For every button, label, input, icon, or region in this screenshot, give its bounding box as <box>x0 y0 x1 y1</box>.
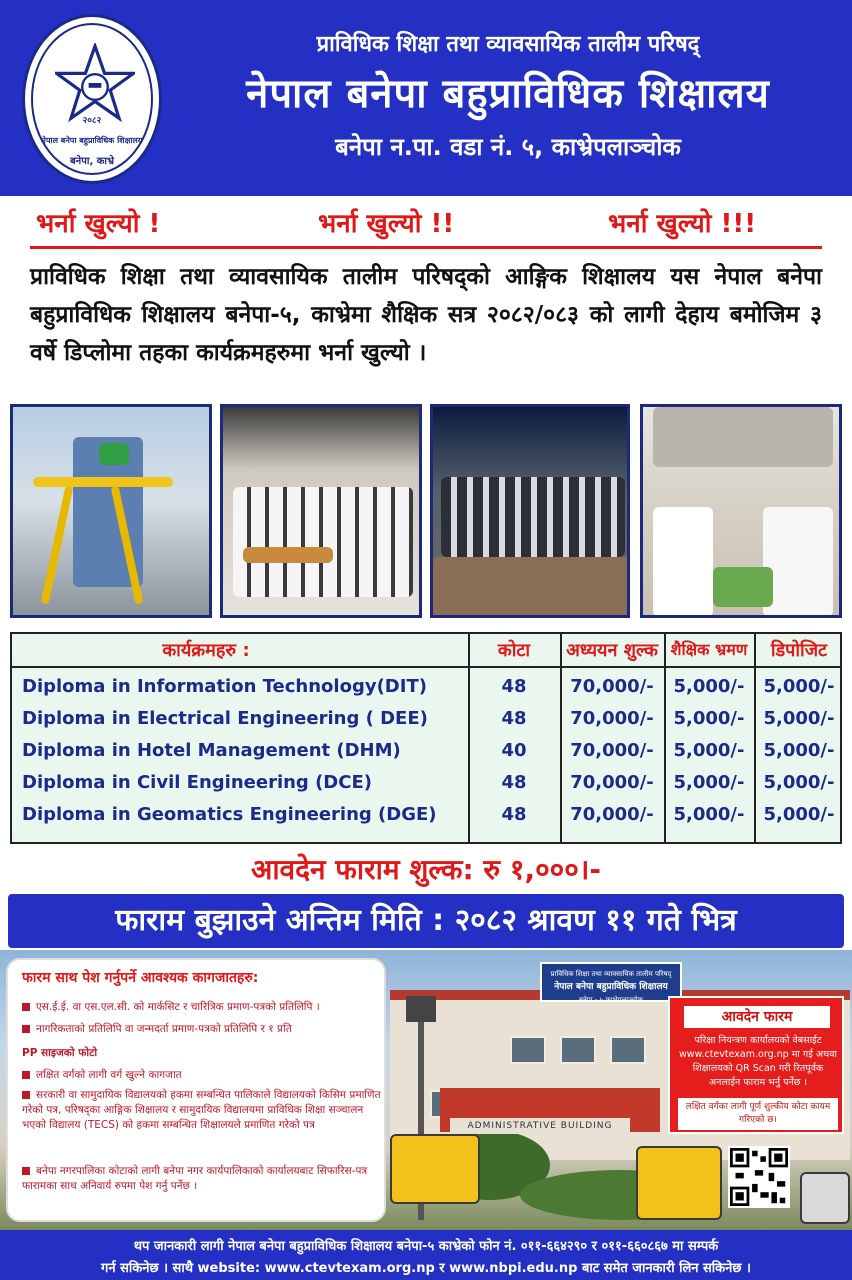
deposit-value: 5,000/- <box>763 740 835 761</box>
target-quota-note: लक्षित वर्गका लागी पूर्ण शुल्कीय कोटा कायम गरिएको छ। <box>678 1098 838 1130</box>
document-text: नागरिकताको प्रतिलिपि वा जन्मदर्ता प्रमाण-पत्रको प्रतिलिपि र १ प्रति <box>36 1023 292 1035</box>
document-item <box>22 1000 382 1015</box>
admission-open-label-1: भर्ना खुल्यो ! <box>36 209 161 239</box>
logo-year: २०८२ <box>82 116 102 126</box>
admission-open-label-2: भर्ना खुल्यो !! <box>318 209 455 239</box>
quota-value: 48 <box>501 772 527 793</box>
qr-code-icon[interactable] <box>728 1146 790 1208</box>
application-form-title: आवदेन फारम <box>684 1006 830 1028</box>
tuition-value: 70,000/- <box>570 804 654 825</box>
tuition-value: 70,000/- <box>570 740 654 761</box>
document-item <box>22 1164 382 1194</box>
program-name: Diploma in Civil Engineering (DCE) <box>22 772 372 793</box>
program-table <box>10 632 842 844</box>
building-window <box>510 1036 546 1064</box>
photo-hotel-management-students <box>220 404 422 618</box>
footer-contact-line: थप जानकारी लागी नेपाल बनेपा बहुप्राविधिक शिक्षालय बनेपा-५ काभ्रेको फोन नं. ०११-६६४२९० र ०११-६६०८६७ मा सम्पर्क <box>133 1239 719 1254</box>
photo-surveying-student <box>10 404 212 618</box>
document-text: PP साइजको फोटो <box>22 1047 98 1059</box>
document-text: लक्षित वर्गको लागी वर्ग खुल्ने कागजात <box>36 1069 182 1081</box>
deposit-value: 5,000/- <box>763 708 835 729</box>
table-row <box>12 704 840 736</box>
document-text: सरकारी वा सामुदायिक विद्यालयको हकमा सम्बन्धित पालिकाले विद्यालयको किसिम प्रमाणित गरेको पत्र, परिषद्का आङ्गिक शिक्षालय र सामुदायिक विद्यालयमा प्राविधिक शिक्षा सञ्चालन भएको विद्यालय (TECS) को हकमा सम्बन्धित शिक्षालयले प्रमाणित गरेको पत्र <box>22 1089 381 1131</box>
bullet-icon <box>22 1167 30 1175</box>
deadline-banner: फाराम बुझाउने अन्तिम मिति : २०८२ श्रावण ११ गते भित्र <box>8 894 844 948</box>
tour-value: 5,000/- <box>673 676 745 697</box>
deposit-value: 5,000/- <box>763 676 835 697</box>
document-text: एस.ई.ई. वा एस.एल.सी. को मार्कसिट र चारित्रिक प्रमाण-पत्रको प्रतिलिपि । <box>36 1001 320 1013</box>
admission-open-row <box>0 198 852 250</box>
document-text: बनेपा नगरपालिका कोटाको लागी बनेपा नगर कार्यपालिकाको कार्यालयबाट सिफारिस-पत्र फारामका साथ अनिवार्य रुपमा पेश गर्नु पर्नेछ । <box>22 1165 368 1192</box>
intro-paragraph: प्राविधिक शिक्षा तथा व्यावसायिक तालीम परिषद्को आङ्गिक शिक्षालय यस नेपाल बनेपा बहुप्राविधिक शिक्षालय बनेपा-५, काभ्रेमा शैक्षिक सत्र २०८२/०८३ को लागी देहाय बमोजिम ३ वर्षे डिप्लोमा तहका कार्यक्रमहरुमा भर्ना खुल्यो । <box>30 264 822 366</box>
admin-building-label: ADMINISTRATIVE BUILDING <box>450 1118 630 1134</box>
sign-line-3: बनेपा - ५ काभ्रेपलाञ्चोक <box>578 996 644 1004</box>
program-name: Diploma in Electrical Engineering ( DEE) <box>22 708 428 729</box>
program-name: Diploma in Information Technology(DIT) <box>22 676 427 697</box>
bullet-icon <box>22 1003 30 1011</box>
tour-value: 5,000/- <box>673 740 745 761</box>
admission-open-label-3: भर्ना खुल्यो !!! <box>608 209 757 239</box>
header-tuition: अध्ययन शुल्क <box>566 640 658 661</box>
tour-value: 5,000/- <box>673 804 745 825</box>
divider-line <box>30 246 822 249</box>
footer-banner <box>0 1230 852 1280</box>
sign-line-1: प्राविधिक शिक्षा तथा व्यावसायिक तालीम परिषद् <box>550 970 672 978</box>
bullet-icon <box>22 1071 30 1079</box>
application-form-text: परिक्षा नियन्त्रण कार्यालयको वेबसाईट www.ctevtexam.org.np मा गई अथवा शिक्षालयको QR Scan गरी रितपूर्वक अनलाईन फाराम भर्नु पर्नेछ । <box>679 1035 837 1088</box>
car <box>800 1172 850 1224</box>
deposit-value: 5,000/- <box>763 772 835 793</box>
institution-title: नेपाल बनेपा बहुप्राविधिक शिक्षालय <box>246 71 770 117</box>
quota-value: 40 <box>501 740 527 761</box>
program-name: Diploma in Hotel Management (DHM) <box>22 740 401 761</box>
table-row <box>12 672 840 704</box>
header-quota: कोटा <box>497 640 531 661</box>
program-name: Diploma in Geomatics Engineering (DGE) <box>22 804 437 825</box>
form-fee: आवदेन फाराम शुल्क: रु १,०००।- <box>250 853 602 886</box>
logo-caption-place: बनेपा, काभ्रे <box>69 156 115 167</box>
header-tour: शैक्षिक भ्रमण <box>670 640 748 659</box>
table-row <box>12 736 840 768</box>
footer-website-line: गर्न सकिनेछ । साथै website: www.ctevtexam.org.np र www.nbpi.edu.np बाट समेत जानकारी लिन सकिनेछ । <box>101 1261 751 1276</box>
photo-group-students <box>430 404 630 618</box>
header-deposit: डिपोजिट <box>770 640 828 661</box>
bus-left <box>390 1134 480 1204</box>
document-item <box>22 1068 382 1083</box>
table-row <box>12 800 840 832</box>
bus-right <box>636 1146 722 1220</box>
quota-value: 48 <box>501 708 527 729</box>
institution-address: बनेपा न.पा. वडा नं. ५, काभ्रेपलाञ्चोक <box>335 133 681 161</box>
bullet-icon <box>22 1025 30 1033</box>
photo-cooking-class <box>640 404 842 618</box>
quota-value: 48 <box>501 804 527 825</box>
photo-strip <box>10 404 842 618</box>
document-item <box>22 1022 382 1037</box>
star-emblem-icon <box>55 43 135 123</box>
tour-value: 5,000/- <box>673 708 745 729</box>
header-program: कार्यक्रमहरु : <box>162 640 250 661</box>
application-form-box <box>668 996 844 1134</box>
institution-logo <box>22 14 162 184</box>
logo-caption-name: नेपाल बनेपा बहुप्राविधिक शिक्षालय <box>41 136 143 145</box>
bullet-icon <box>22 1091 30 1099</box>
building-window <box>610 1036 646 1064</box>
header-banner <box>0 0 852 196</box>
building-window <box>560 1036 596 1064</box>
deposit-value: 5,000/- <box>763 804 835 825</box>
table-row <box>12 768 840 800</box>
header-divider <box>12 666 840 668</box>
lamp-head <box>406 996 436 1022</box>
quota-value: 48 <box>501 676 527 697</box>
document-item <box>22 1046 382 1061</box>
tuition-value: 70,000/- <box>570 676 654 697</box>
tuition-value: 70,000/- <box>570 708 654 729</box>
tuition-value: 70,000/- <box>570 772 654 793</box>
required-documents-panel <box>6 958 386 1222</box>
sign-line-2: नेपाल बनेपा बहुप्राविधिक शिक्षालय <box>554 982 668 992</box>
council-name: प्राविधिक शिक्षा तथा व्यावसायिक तालीम परिषद् <box>316 32 700 57</box>
tour-value: 5,000/- <box>673 772 745 793</box>
building-signboard <box>540 962 682 1002</box>
documents-title: फारम साथ पेश गर्नुपर्ने आवश्यक कागजातहरु: <box>22 970 259 986</box>
document-item <box>22 1088 382 1133</box>
